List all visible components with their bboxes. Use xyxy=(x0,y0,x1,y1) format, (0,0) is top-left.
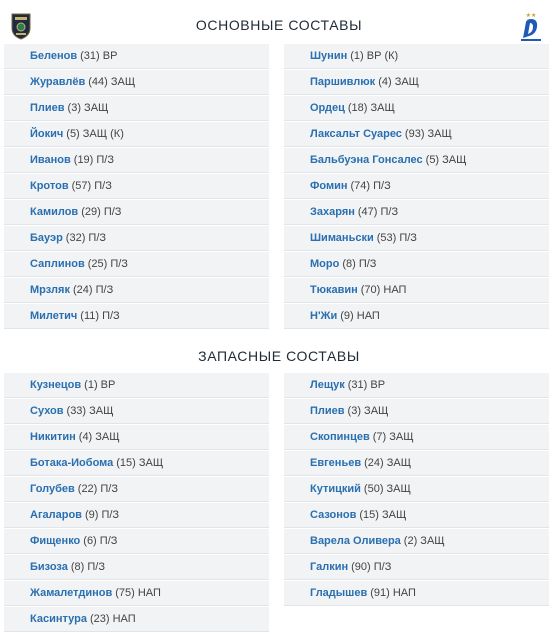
player-name-link[interactable]: Агаларов xyxy=(30,509,82,521)
player-row[interactable] xyxy=(4,373,269,398)
player-name-link[interactable]: Гладышев xyxy=(310,587,368,599)
player-number-position: (19) П/З xyxy=(73,154,115,166)
player-name-link[interactable]: Моро xyxy=(310,258,340,270)
player-number-position: (74) П/З xyxy=(350,180,391,192)
player-number-position: (7) ЗАЩ xyxy=(372,431,414,443)
player-row[interactable] xyxy=(4,425,269,450)
player-number-position: (6) П/З xyxy=(83,535,118,547)
subs-away-list xyxy=(284,373,549,607)
player-row[interactable] xyxy=(4,607,269,632)
player-number-position: (32) П/З xyxy=(65,232,107,244)
player-name-link[interactable]: Беленов xyxy=(30,50,78,62)
player-row[interactable] xyxy=(4,44,269,69)
player-row[interactable] xyxy=(4,96,269,121)
player-row[interactable] xyxy=(284,252,549,277)
player-row[interactable] xyxy=(284,148,549,173)
player-row[interactable] xyxy=(284,529,549,554)
player-number-position: (90) П/З xyxy=(351,561,392,573)
player-name-link[interactable]: Никитин xyxy=(30,431,76,443)
starting-home-list xyxy=(4,44,269,330)
player-row[interactable] xyxy=(284,477,549,502)
player-row[interactable] xyxy=(284,122,549,147)
player-number-position: (4) ЗАЩ xyxy=(378,76,419,88)
player-name-link[interactable]: Лаксальт Суарес xyxy=(310,128,402,140)
player-number-position: (44) ЗАЩ xyxy=(88,76,136,88)
player-number-position: (9) П/З xyxy=(84,509,120,521)
player-number-position: (22) П/З xyxy=(77,483,119,495)
player-number-position: (31) ВР xyxy=(80,50,118,62)
player-name-link[interactable]: Голубев xyxy=(30,483,75,495)
player-row[interactable] xyxy=(4,252,269,277)
player-row[interactable] xyxy=(284,200,549,225)
player-number-position: (24) П/З xyxy=(72,284,114,296)
player-number-position: (25) П/З xyxy=(87,258,128,270)
player-name-link[interactable]: Жамалетдинов xyxy=(30,587,113,599)
player-name-link[interactable]: Н'Жи xyxy=(310,310,338,322)
player-name-link[interactable]: Кротов xyxy=(30,180,69,192)
player-number-position: (70) НАП xyxy=(360,284,407,296)
player-name-link[interactable]: Сухов xyxy=(30,405,64,417)
player-name-link[interactable]: Йокич xyxy=(30,128,64,140)
player-name-link[interactable]: Тюкавин xyxy=(310,284,358,296)
player-row[interactable] xyxy=(4,174,269,199)
player-row[interactable] xyxy=(4,503,269,528)
player-row[interactable] xyxy=(4,200,269,225)
player-name-link[interactable]: Шиманьски xyxy=(310,232,374,244)
player-name-link[interactable]: Журавлёв xyxy=(30,76,86,88)
player-name-link[interactable]: Плиев xyxy=(310,405,345,417)
player-number-position: (2) ЗАЩ xyxy=(403,535,445,547)
player-row[interactable] xyxy=(4,70,269,95)
player-row[interactable] xyxy=(4,122,269,147)
player-number-position: (5) ЗАЩ (К) xyxy=(66,128,124,140)
player-name-link[interactable]: Паршивлюк xyxy=(310,76,376,88)
player-number-position: (3) ЗАЩ xyxy=(347,405,389,417)
player-name-link[interactable]: Шунин xyxy=(310,50,348,62)
player-number-position: (23) НАП xyxy=(89,613,136,625)
player-number-position: (8) П/З xyxy=(342,258,377,270)
player-number-position: (91) НАП xyxy=(370,587,416,599)
player-number-position: (47) П/З xyxy=(357,206,399,218)
player-name-link[interactable]: Варела Оливера xyxy=(310,535,401,547)
player-name-link[interactable]: Саплинов xyxy=(30,258,85,270)
player-row[interactable] xyxy=(284,399,549,424)
player-number-position: (15) ЗАЩ xyxy=(359,509,407,521)
player-number-position: (11) П/З xyxy=(80,310,120,322)
player-name-link[interactable]: Евгеньев xyxy=(310,457,362,469)
player-number-position: (9) НАП xyxy=(340,310,380,322)
player-name-link[interactable]: Галкин xyxy=(310,561,349,573)
player-number-position: (3) ЗАЩ xyxy=(67,102,109,114)
player-row[interactable] xyxy=(4,226,269,251)
player-row[interactable] xyxy=(4,304,269,329)
player-row[interactable] xyxy=(284,226,549,251)
player-number-position: (5) ЗАЩ xyxy=(425,154,467,166)
player-row[interactable] xyxy=(4,555,269,580)
player-name-link[interactable]: Бизоза xyxy=(30,561,68,573)
starting-away-list xyxy=(284,44,549,330)
player-number-position: (31) ВР xyxy=(347,379,386,391)
player-row[interactable] xyxy=(4,477,269,502)
player-row[interactable] xyxy=(284,451,549,476)
player-row[interactable] xyxy=(4,529,269,554)
player-row[interactable] xyxy=(284,503,549,528)
player-name-link[interactable]: Мрзляк xyxy=(30,284,70,296)
player-number-position: (93) ЗАЩ xyxy=(404,128,452,140)
player-row[interactable] xyxy=(284,581,549,606)
svg-text:★★: ★★ xyxy=(525,12,537,19)
player-name-link[interactable]: Ботака-Иобома xyxy=(30,457,114,469)
player-name-link[interactable]: Бауэр xyxy=(30,232,63,244)
player-row[interactable] xyxy=(4,148,269,173)
player-number-position: (15) ЗАЩ xyxy=(116,457,164,469)
substitutes-header: ЗАПАСНЫЕ СОСТАВЫ xyxy=(198,348,360,364)
player-row[interactable] xyxy=(284,174,549,199)
player-number-position: (18) ЗАЩ xyxy=(347,102,395,114)
player-name-link[interactable]: Фомин xyxy=(310,180,348,192)
player-number-position: (8) П/З xyxy=(70,561,105,573)
player-row[interactable] xyxy=(4,399,269,424)
player-name-link[interactable]: Камилов xyxy=(30,206,79,218)
player-name-link[interactable]: Скопинцев xyxy=(310,431,370,443)
player-number-position: (75) НАП xyxy=(115,587,161,599)
starting-lineups-header: ОСНОВНЫЕ СОСТАВЫ xyxy=(195,17,363,33)
player-row[interactable] xyxy=(4,278,269,303)
player-row[interactable] xyxy=(284,96,549,121)
player-number-position: (24) ЗАЩ xyxy=(364,457,412,469)
player-number-position: (50) ЗАЩ xyxy=(363,483,411,495)
player-name-link[interactable]: Фищенко xyxy=(30,535,81,547)
player-number-position: (53) П/З xyxy=(376,232,417,244)
player-number-position: (57) П/З xyxy=(71,180,112,192)
player-row[interactable] xyxy=(4,581,269,606)
subs-home-list xyxy=(4,373,269,633)
player-name-link[interactable]: Бальбуэна Гонсалес xyxy=(310,154,423,166)
player-name-link[interactable]: Ордец xyxy=(310,102,345,114)
player-number-position: (1) ВР xyxy=(84,379,116,391)
player-name-link[interactable]: Плиев xyxy=(30,102,65,114)
player-row[interactable] xyxy=(284,278,549,303)
player-row[interactable] xyxy=(284,304,549,329)
player-name-link[interactable]: Лещук xyxy=(310,379,345,391)
player-row[interactable] xyxy=(4,451,269,476)
player-name-link[interactable]: Иванов xyxy=(30,154,71,166)
player-number-position: (4) ЗАЩ xyxy=(78,431,120,443)
dynamo-club-logo-icon xyxy=(518,10,544,42)
player-number-position: (1) ВР (К) xyxy=(350,50,399,62)
player-name-link[interactable]: Касинтура xyxy=(30,613,87,625)
player-row[interactable] xyxy=(284,373,549,398)
player-name-link[interactable]: Захарян xyxy=(310,206,355,218)
player-name-link[interactable]: Милетич xyxy=(30,310,78,322)
player-row[interactable] xyxy=(284,555,549,580)
player-number-position: (29) П/З xyxy=(81,206,122,218)
player-row[interactable] xyxy=(284,70,549,95)
player-name-link[interactable]: Сазонов xyxy=(310,509,357,521)
player-row[interactable] xyxy=(284,44,549,69)
player-number-position: (33) ЗАЩ xyxy=(66,405,114,417)
player-row[interactable] xyxy=(284,425,549,450)
player-name-link[interactable]: Кутицкий xyxy=(310,483,361,495)
player-name-link[interactable]: Кузнецов xyxy=(30,379,82,391)
